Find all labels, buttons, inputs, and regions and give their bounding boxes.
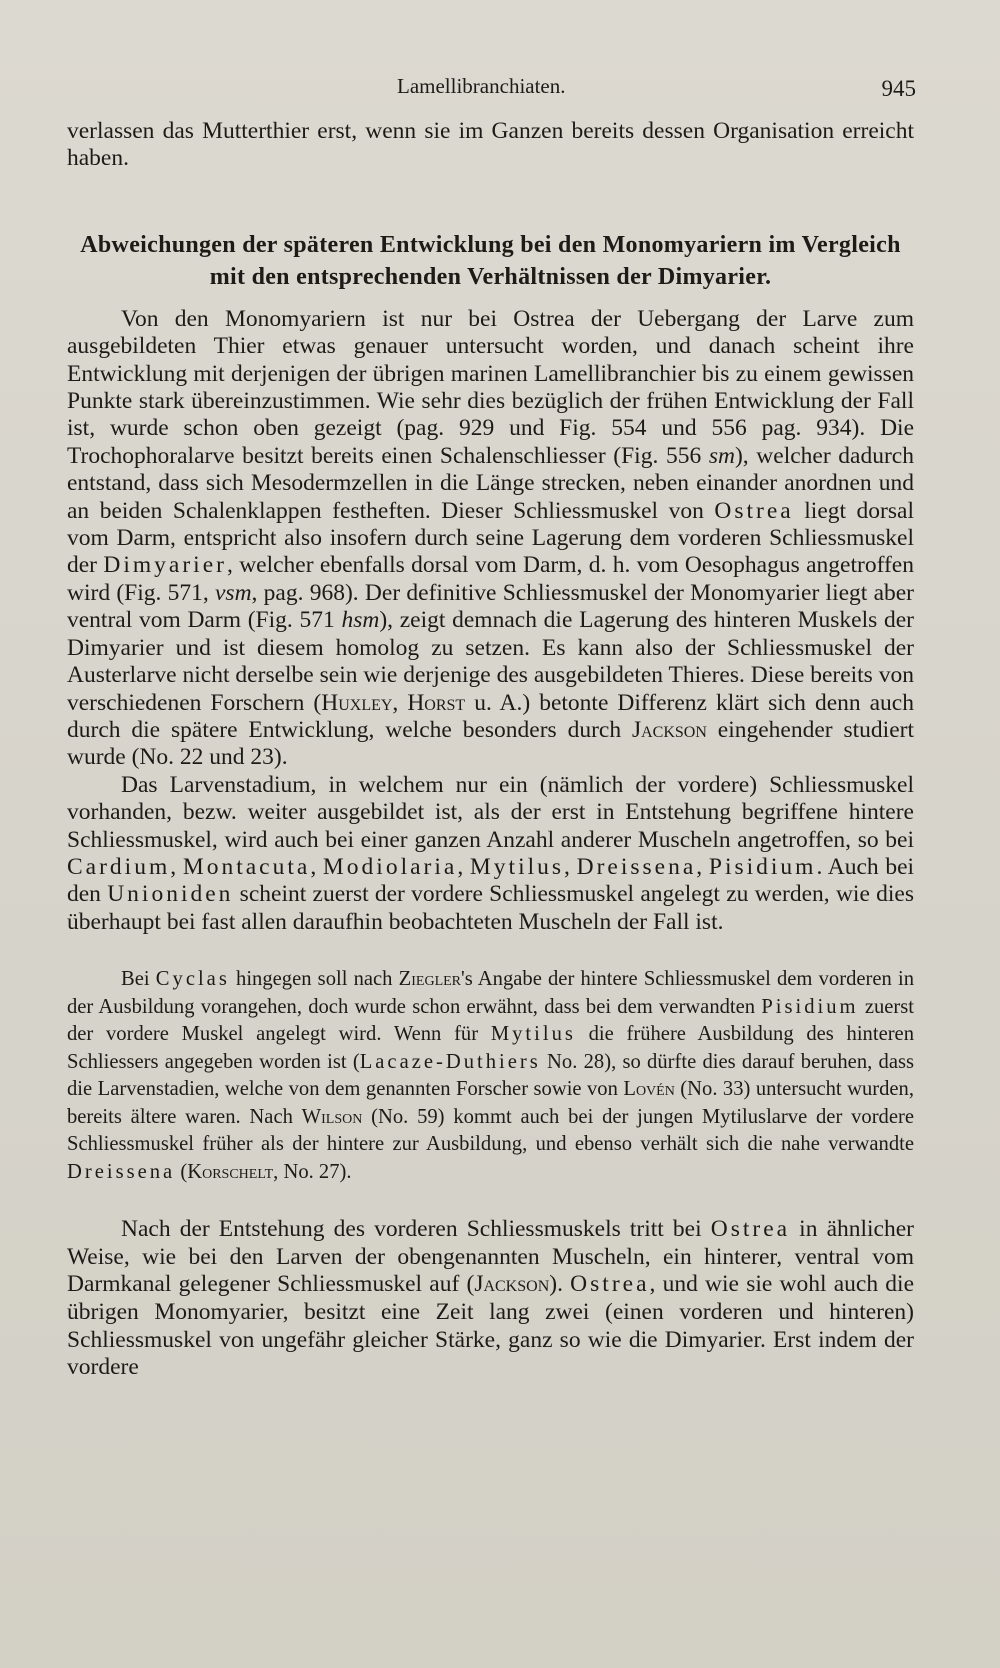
- section-heading: Abweichungen der späteren Entwicklung bei den Monomyariern im Vergleich mit den entsprechenden Verhältnissen der Dimyarier.: [80, 231, 901, 290]
- small-print-paragraph: Bei Cyclas hingegen soll nach Ziegler's Angabe der hintere Schliessmuskel dem vorderen in der Ausbildung vorangehen, doch wurde schon erwähnt, dass bei dem verwandten Pisidium zuerst der vordere Muskel angelegt wird. Wenn für Mytilus die frühere Ausbildung des hinteren Schliessers angegeben worden ist (Lacaze-Duthiers No. 28), so dürfte dies darauf beruhen, dass die Larvenstadien, welche von dem genannten Forscher sowie von Lovén (No. 33) untersucht wurden, bereits ältere waren. Nach Wilson (No. 59) kommt auch bei der jungen Mytiluslarve der vordere Schliessmuskel früher als der hintere zur Ausbildung, und ebenso verhält sich die nahe verwandte Dreissena (Korschelt, No. 27).: [67, 968, 915, 1183]
- paragraph-1: Von den Monomyariern ist nur bei Ostrea der Uebergang der Larve zum ausgebildeten Thier etwas genauer untersucht worden, und danach scheint ihre Entwicklung mit derjenigen der übrigen marinen Lamellibranchier bis zu einem gewissen Punkte stark übereinzustimmen. Wie sehr dies bezüglich der frühen Entwicklung der Fall ist, wurde schon oben gezeigt (pag. 929 und Fig. 554 und 556 pag. 934). Die Trochophoralarve besitzt bereits einen Schalenschliesser (Fig. 556 sm), welcher dadurch entstand, dass sich Mesodermzellen in die Länge strecken, neben einander anordnen und an beiden Schalenklappen festheften. Dieser Schliessmuskel von Ostrea liegt dorsal vom Darm, entspricht also insofern durch seine Lagerung dem vorderen Schliessmuskel der Dimyarier, welcher ebenfalls dorsal vom Darm, d. h. vom Oesophagus angetroffen wird (Fig. 571, vsm, pag. 968). Der definitive Schliessmuskel der Monomyarier liegt aber ventral vom Darm (Fig. 571 hsm), zeigt demnach die Lagerung des hinteren Muskels der Dimyarier und ist diesem homolog zu setzen. Es kann also der Schliessmuskel der Austerlarve nicht derselbe sein wie derjenige des ausgebildeten Thieres. Diese bereits von verschiedenen Forschern (Huxley, Horst u. A.) betonte Differenz klärt sich denn auch durch die spätere Entwicklung, welche besonders durch Jackson eingehender studiert wurde (No. 22 und 23).: [67, 305, 915, 771]
- paragraph-2: Das Larvenstadium, in welchem nur ein (nämlich der vordere) Schliessmuskel vorhanden, bezw. weiter ausgebildet ist, als der erst in Entstehung begriffene hintere Schliessmuskel, wird auch bei einer ganzen Anzahl anderer Muscheln angetroffen, so bei Cardium, Montacuta, Modiolaria, Mytilus, Dreissena, Pisidium. Auch bei den Unioniden scheint zuerst der vordere Schliessmuskel angelegt zu werden, wie dies überhaupt bei fast allen daraufhin beobachteten Muscheln der Fall ist.: [67, 771, 915, 935]
- page-header: [67, 74, 914, 108]
- intro-paragraph: verlassen das Mutterthier erst, wenn sie im Ganzen bereits dessen Organisation erreicht haben.: [67, 118, 914, 172]
- running-title: Lamellibranchiaten.: [397, 74, 566, 98]
- page-number: 945: [881, 76, 916, 101]
- paragraph-4: Nach der Entstehung des vorderen Schliessmuskels tritt bei Ostrea in ähnlicher Weise, wie bei den Larven der obengenannten Muscheln, ein hinterer, ventral vom Darmkanal gelegener Schliessmuskel auf (Jackson). Ostrea, und wie sie wohl auch die übrigen Monomyarier, besitzt eine Zeit lang zwei (einen vorderen und hinteren) Schliessmuskel von ungefähr gleicher Stärke, ganz so wie die Dimyarier. Erst indem der vordere: [67, 1216, 915, 1381]
